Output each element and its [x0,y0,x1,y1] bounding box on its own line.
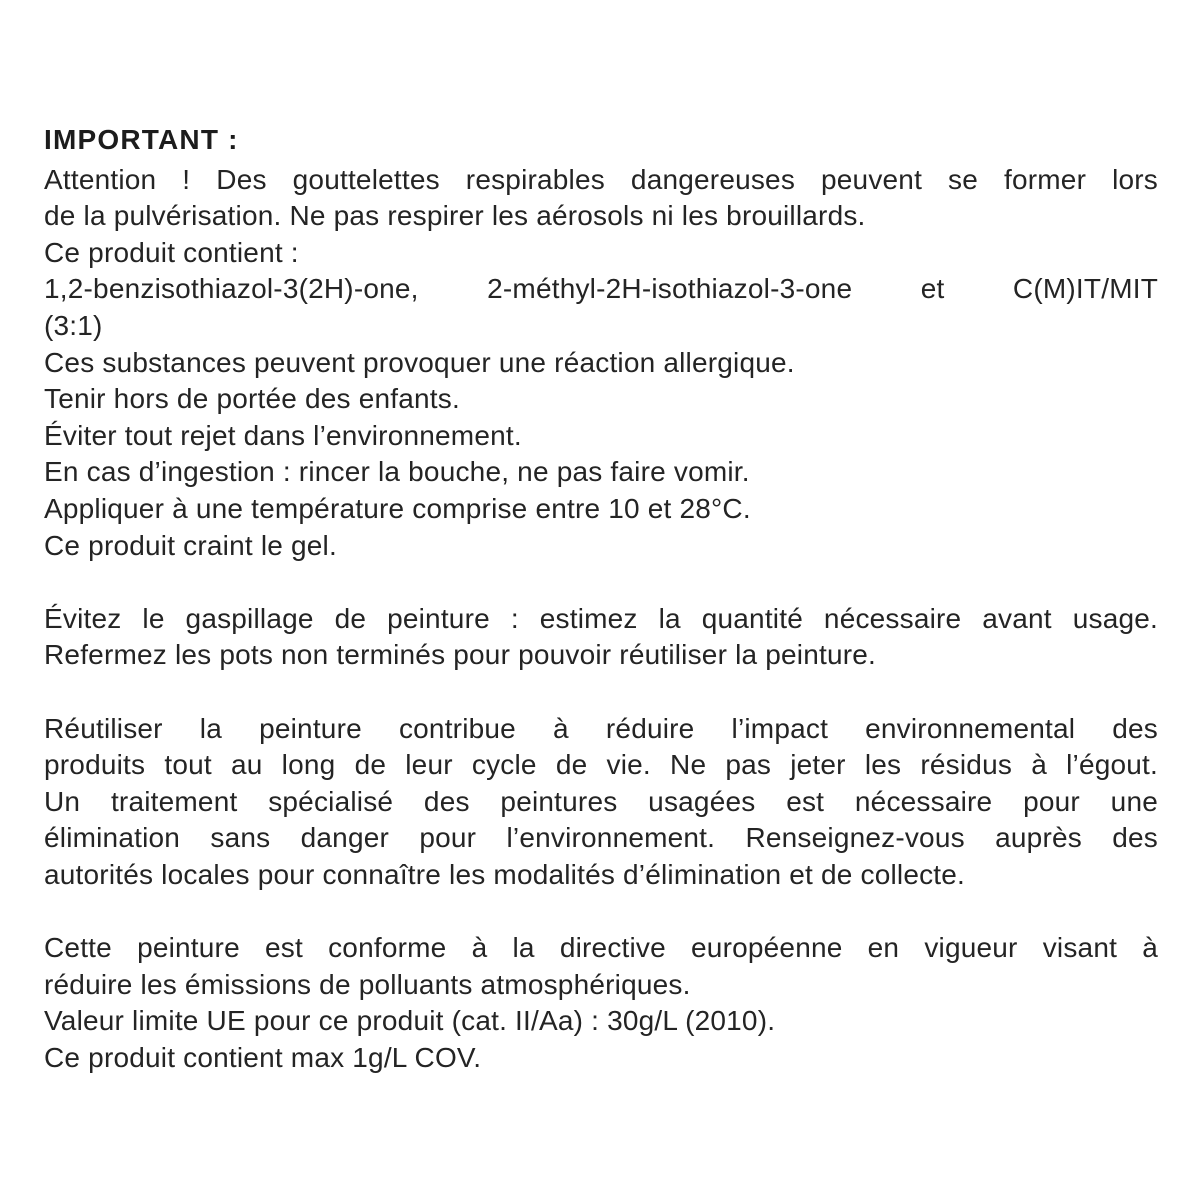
text-line: Cette peinture est conforme à la directive européenne en vigueur visant à [44,932,1158,964]
text-line: Ce produit contient max 1g/L COV. [44,1041,482,1073]
text-line: élimination sans danger pour l’environnement. Renseignez-vous auprès des [44,822,1158,854]
text-line: Éviter tout rejet dans l’environnement. [44,419,522,451]
important-heading: IMPORTANT : [44,124,239,155]
safety-text-document [44,122,1158,1076]
text-line: Évitez le gaspillage de peinture : estimez la quantité nécessaire avant usage. [44,602,1158,634]
text-line: 1,2-benzisothiazol-3(2H)-one, 2-méthyl-2H-isothiazol-3-one et C(M)IT/MIT [44,273,1158,305]
text-blocks [44,162,1158,1077]
text-line: autorités locales pour connaître les modalités d’élimination et de collecte. [44,858,966,890]
paragraph-spacer [44,564,1158,601]
text-line: Appliquer à une température comprise entre 10 et 28°C. [44,492,751,524]
text-line: de la pulvérisation. Ne pas respirer les aérosols ni les brouillards. [44,200,866,232]
text-line: produits tout au long de leur cycle de vie. Ne pas jeter les résidus à l’égout. [44,749,1158,781]
text-line: Ces substances peuvent provoquer une réaction allergique. [44,346,795,378]
text-line: Réutiliser la peinture contribue à réduire l’impact environnemental des [44,712,1158,744]
text-line: Ce produit contient : [44,236,299,268]
text-line: Ce produit craint le gel. [44,529,337,561]
text-line: En cas d’ingestion : rincer la bouche, ne pas faire vomir. [44,456,750,488]
text-line: Refermez les pots non terminés pour pouvoir réutiliser la peinture. [44,639,877,671]
text-line: Tenir hors de portée des enfants. [44,383,460,415]
paragraph-spacer [44,674,1158,711]
text-line: (3:1) [44,309,103,341]
text-line: Un traitement spécialisé des peintures usagées est nécessaire pour une [44,785,1158,817]
text-line: réduire les émissions de polluants atmosphériques. [44,968,691,1000]
paragraph-spacer [44,893,1158,930]
text-line: Attention ! Des gouttelettes respirables dangereuses peuvent se former lors [44,163,1158,195]
text-line: Valeur limite UE pour ce produit (cat. II/Aa) : 30g/L (2010). [44,1005,776,1037]
